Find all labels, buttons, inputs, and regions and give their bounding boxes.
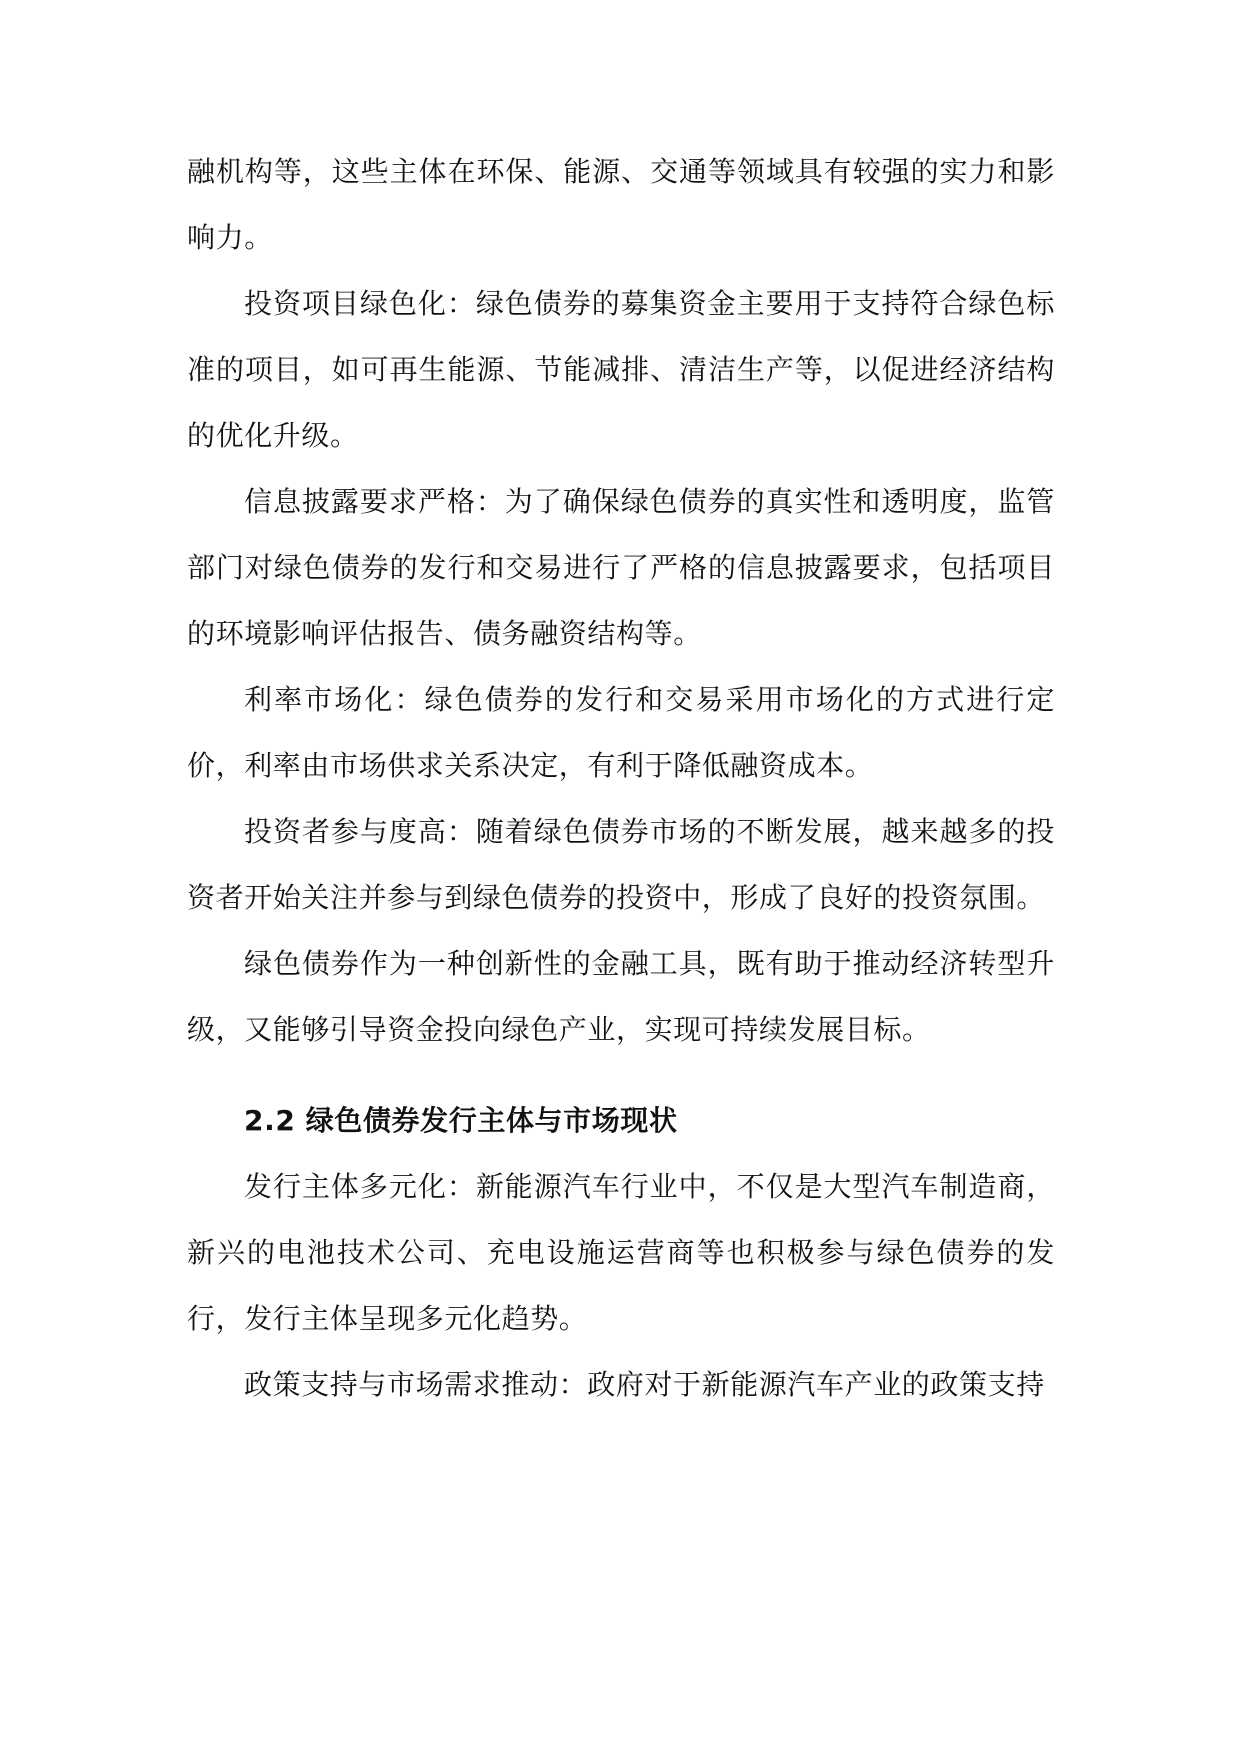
- section-heading: 2.2 绿色债券发行主体与市场现状: [244, 1104, 678, 1137]
- paragraph-disclosure: 信息披露要求严格：为了确保绿色债券的真实性和透明度，监管部门对绿色债券的发行和交易进行了严格的信息披露要求，包括项目的环境影响评估报告、债务融资结构等。: [187, 485, 1055, 650]
- paragraph-investor-participation: 投资者参与度高：随着绿色债券市场的不断发展，越来越多的投资者开始关注并参与到绿色债券的投资中，形成了良好的投资氛围。: [187, 815, 1055, 914]
- document-body: [187, 139, 1055, 1418]
- paragraph-diversified-issuers: 发行主体多元化：新能源汽车行业中，不仅是大型汽车制造商，新兴的电池技术公司、充电设施运营商等也积极参与绿色债券的发行，发行主体呈现多元化趋势。: [187, 1170, 1055, 1335]
- paragraph-continuation: 融机构等，这些主体在环保、能源、交通等领域具有较强的实力和影响力。: [187, 155, 1055, 254]
- paragraph-policy-support: 政策支持与市场需求推动：政府对于新能源汽车产业的政策支持: [244, 1368, 1045, 1401]
- paragraph-green-investment: 投资项目绿色化：绿色债券的募集资金主要用于支持符合绿色标准的项目，如可再生能源、节能减排、清洁生产等，以促进经济结构的优化升级。: [187, 287, 1055, 452]
- paragraph-summary: 绿色债券作为一种创新性的金融工具，既有助于推动经济转型升级，又能够引导资金投向绿色产业，实现可持续发展目标。: [187, 947, 1055, 1046]
- paragraph-interest-rate: 利率市场化：绿色债券的发行和交易采用市场化的方式进行定价，利率由市场供求关系决定，有利于降低融资成本。: [187, 683, 1055, 782]
